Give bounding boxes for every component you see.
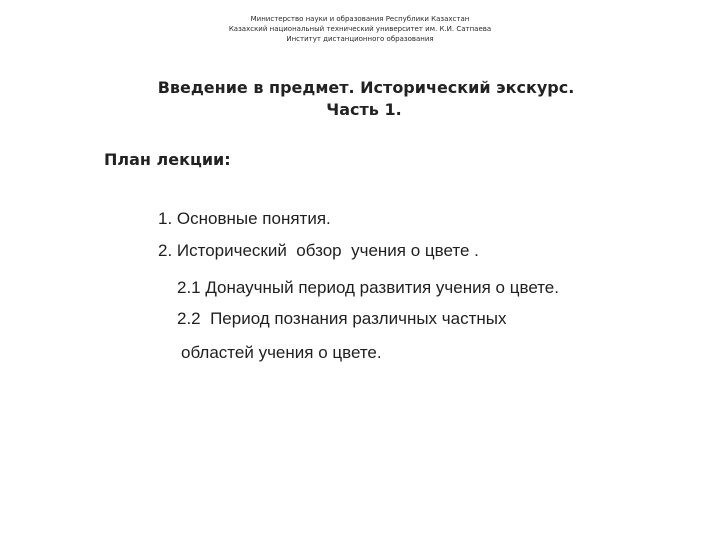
header-line-ministry: Министерство науки и образования Республики Казахстан [250, 15, 470, 23]
slide-title [0, 77, 720, 121]
plan-heading: План лекции: [104, 150, 231, 169]
plan-item-cognition-period: 2.2 Период познания различных частных [177, 309, 507, 328]
plan-item-historical-overview: 2. Исторический обзор учения о цвете . [158, 241, 479, 260]
header-line-institute: Институт дистанционного образования [286, 35, 434, 43]
institution-header [0, 14, 720, 44]
slide-title-line-2: Часть 1. [326, 100, 402, 119]
slide-title-line-1: Введение в предмет. Исторический экскурс. [157, 78, 575, 97]
plan-item-prescientific-period: 2.1 Донаучный период развития учения о цвете. [177, 278, 559, 297]
header-line-university: Казахский национальный технический университет им. К.И. Сатпаева [228, 25, 492, 33]
plan-item-basic-concepts: 1. Основные понятия. [158, 209, 331, 228]
plan-item-cognition-period-continued: областей учения о цвете. [181, 343, 382, 362]
